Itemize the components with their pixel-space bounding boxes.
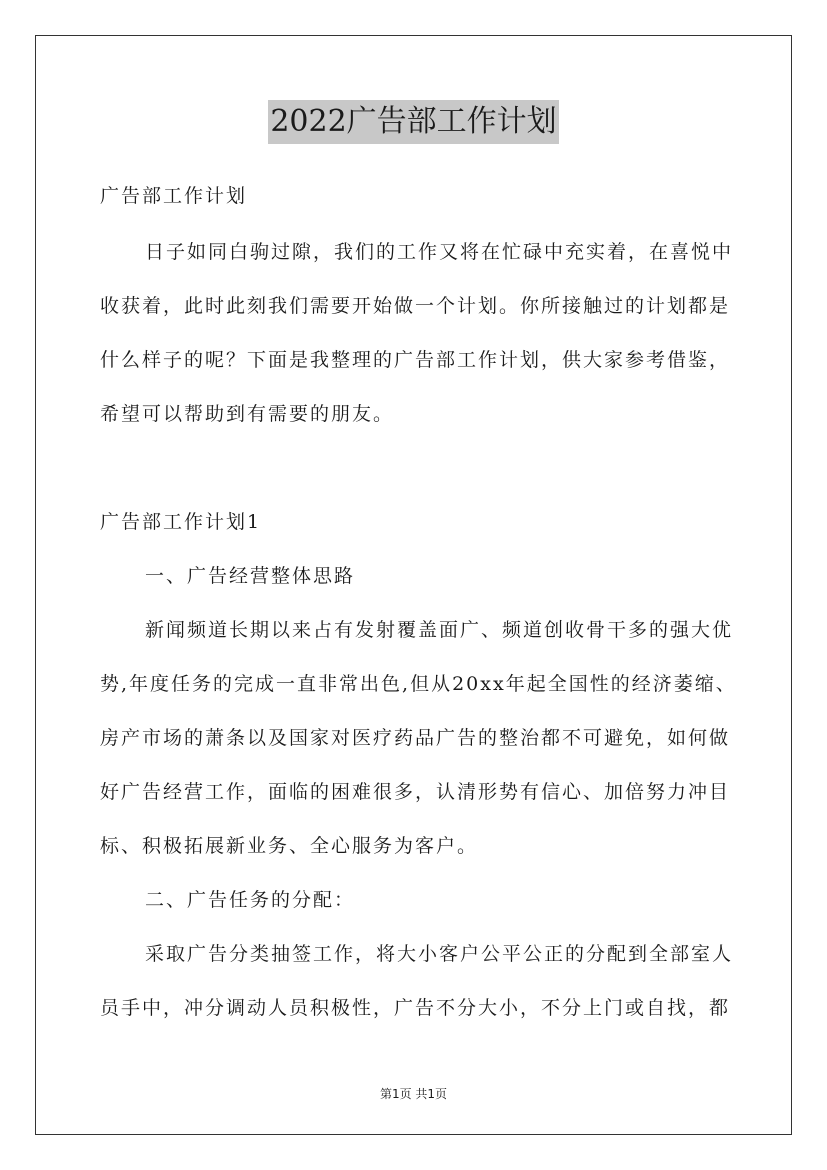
paragraph-line: 员手中，冲分调动人员积极性，广告不分大小，不分上门或自找，都 (100, 997, 731, 1019)
paragraph-line: 采取广告分类抽签工作，将大小客户公平公正的分配到全部室人 (145, 943, 734, 965)
paragraph-line: 好广告经营工作，面临的困难很多，认清形势有信心、加倍努力冲目 (100, 781, 731, 803)
paragraph-line: 收获着，此时此刻我们需要开始做一个计划。你所接触过的计划都是 (100, 295, 731, 317)
subheading: 二、广告任务的分配： (145, 889, 356, 911)
paragraph-line: 新闻频道长期以来占有发射覆盖面广、频道创收骨干多的强大优 (145, 619, 734, 641)
paragraph-line: 势,年度任务的完成一直非常出色,但从20xx年起全国性的经济萎缩、 (100, 673, 737, 695)
title-container (0, 100, 827, 144)
section-heading: 广告部工作计划 (100, 185, 248, 207)
paragraph-line: 房产市场的萧条以及国家对医疗药品广告的整治都不可避免，如何做 (100, 727, 731, 749)
paragraph-line: 标、积极拓展新业务、全心服务为客户。 (100, 835, 479, 857)
page-footer: 第1页 共1页 (379, 1087, 448, 1101)
document-title: 2022广告部工作计划 (268, 100, 558, 144)
paragraph-line: 日子如同白驹过隙，我们的工作又将在忙碌中充实着，在喜悦中 (145, 241, 734, 263)
paragraph-line: 希望可以帮助到有需要的朋友。 (100, 403, 395, 425)
paragraph-line: 什么样子的呢？下面是我整理的广告部工作计划，供大家参考借鉴， (100, 349, 731, 371)
section-heading: 广告部工作计划1 (100, 511, 262, 533)
subheading: 一、广告经营整体思路 (145, 565, 356, 587)
